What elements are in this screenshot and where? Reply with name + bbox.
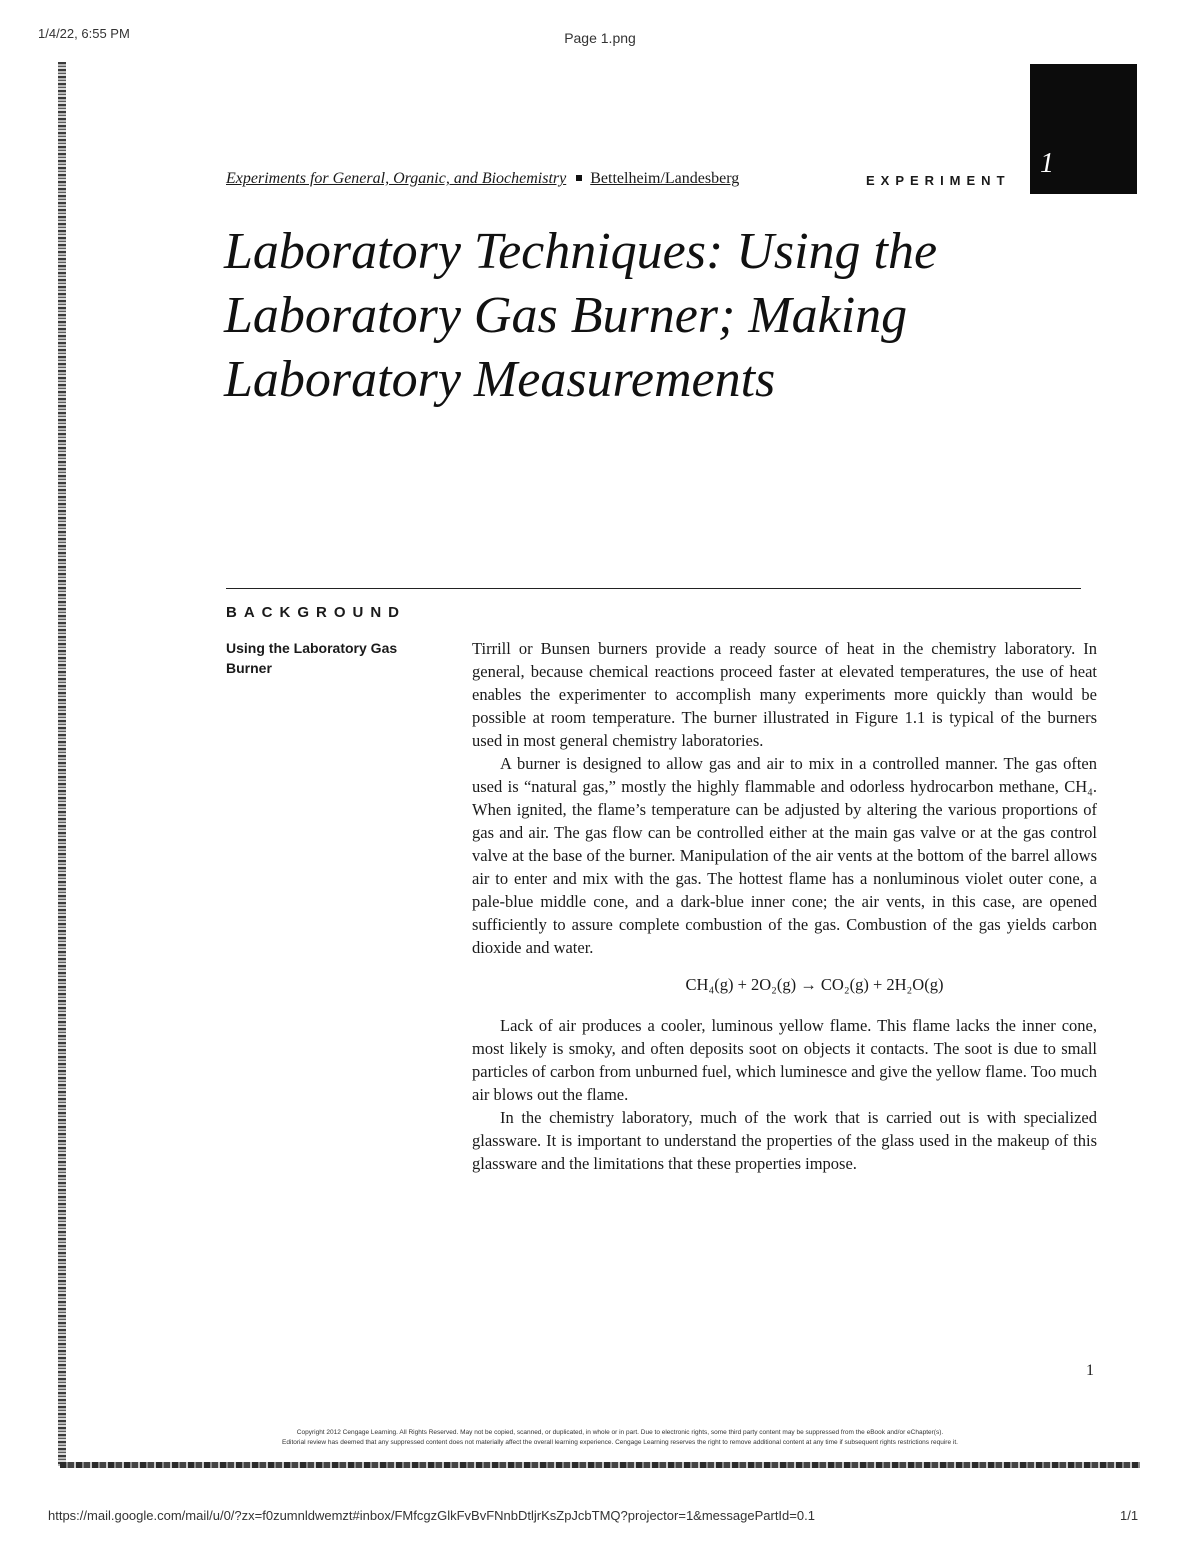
- page-number: 1: [1086, 1362, 1094, 1379]
- copyright-line: Editorial review has deemed that any suppressed content does not materially affect the overall learning experience. Cengage Learning reserves the right to remove additional content at any time if subsequent rights restrictions require it.: [282, 1439, 958, 1446]
- scan-edge-left: [58, 62, 66, 1466]
- scan-edge-bottom: [60, 1462, 1140, 1468]
- bullet-separator: [576, 175, 582, 181]
- paragraph: Tirrill or Bunsen burners provide a ready source of heat in the chemistry laboratory. In general, because chemical reactions proceed faster at elevated temperatures, the use of heat enables the experimenter to accomplish many experiments more quickly than would be possible at room temperature. The burner illustrated in Figure 1.1 is typical of the burners used in most general chemistry laboratories.: [472, 639, 1097, 750]
- paragraph: Lack of air produces a cooler, luminous yellow flame. This flame lacks the inner cone, most likely is smoky, and often deposits soot on objects it contacts. The soot is due to small particles of carbon from unburned fuel, which luminesce and give the yellow flame. Too much air blows out the flame.: [472, 1016, 1097, 1104]
- chemical-equation: CH₄(g) + 2O₂(g) → CO₂(g) + 2H₂O(g): [685, 975, 944, 994]
- copyright-notice: [160, 1428, 1080, 1448]
- subsection-heading: Using the Laboratory Gas Burner: [226, 640, 398, 676]
- book-title: Experiments for General, Organic, and Biochemistry: [226, 170, 567, 187]
- print-page-count: 1/1: [1120, 1508, 1139, 1523]
- body-text: [472, 637, 1097, 1175]
- paragraph: In the chemistry laboratory, much of the work that is carried out is with specialized glassware. It is important to understand the properties of the glass used in the makeup of this glassware and the limitations that these properties impose.: [472, 1108, 1097, 1173]
- print-url: https://mail.google.com/mail/u/0/?zx=f0zumnldwemzt#inbox/FMfcgzGlkFvBvFNnbDtljrKsZpJcbTMQ?projector=1&messagePartId=0.1: [48, 1508, 815, 1523]
- paragraph: A burner is designed to allow gas and air to mix in a controlled manner. The gas often used is “natural gas,” mostly the highly flammable and odorless hydrocarbon methane, CH₄. When ignited, the flame’s temperature can be adjusted by altering the various proportions of gas and air. The gas flow can be controlled either at the main gas valve or at the gas control valve at the base of the burner. Manipulation of the air vents at the bottom of the barrel allows air to enter and mix with the gas. The hottest flame has a nonluminous violet outer cone, a pale-blue middle cone, and a dark-blue inner cone; the air vents, in this case, are opened sufficiently to assure complete combustion of the gas. Combustion of the gas yields carbon dioxide and water.: [472, 754, 1097, 957]
- print-datetime: 1/4/22, 6:55 PM: [38, 26, 130, 41]
- running-head: [226, 170, 1026, 188]
- section-heading: BACKGROUND: [226, 604, 406, 621]
- authors: Bettelheim/Landesberg: [590, 170, 740, 187]
- copyright-line: Copyright 2012 Cengage Learning. All Rights Reserved. May not be copied, scanned, or duplicated, in whole or in part. Due to electronic rights, some third party content may be suppressed from the eBook and/or eChapter(s).: [296, 1429, 944, 1436]
- experiment-label: EXPERIMENT: [866, 173, 1011, 188]
- experiment-number: 1: [1040, 148, 1054, 179]
- print-filename: Page 1.png: [564, 30, 636, 46]
- section-divider: [226, 588, 1081, 589]
- experiment-title: Laboratory Techniques: Using the Laboratory Gas Burner; Making Laboratory Measurements: [224, 223, 938, 408]
